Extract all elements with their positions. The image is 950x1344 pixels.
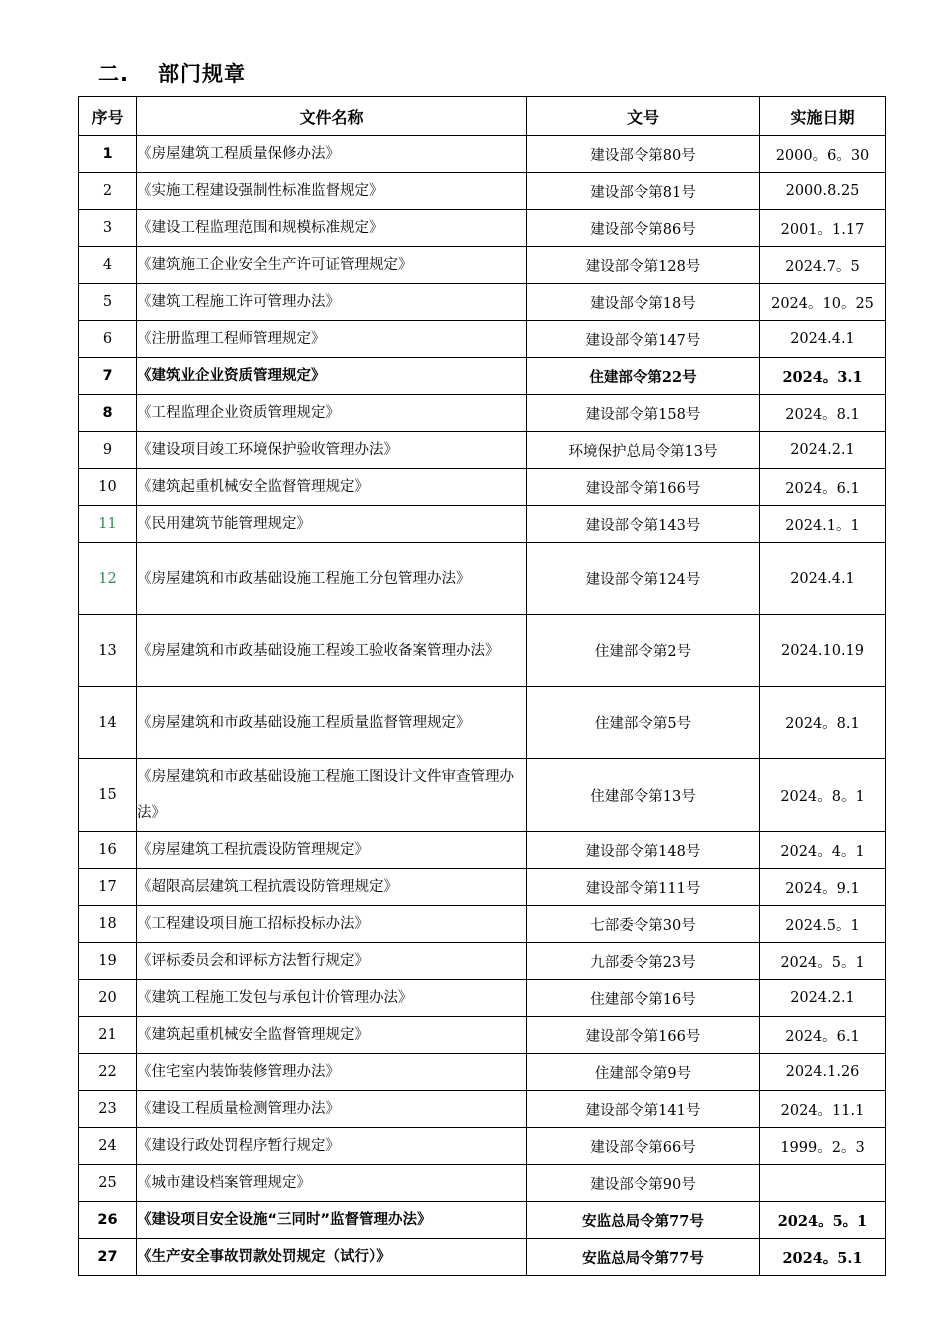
table-header-row	[79, 97, 886, 136]
row-index: 7	[79, 358, 137, 395]
row-index: 25	[79, 1165, 137, 1202]
row-file-name: 《注册监理工程师管理规定》	[137, 321, 527, 358]
row-file-name: 《建设工程监理范围和规模标准规定》	[137, 210, 527, 247]
row-index: 13	[79, 615, 137, 687]
table-row	[79, 1054, 886, 1091]
row-file-name: 《超限高层建筑工程抗震设防管理规定》	[137, 869, 527, 906]
row-effective-date: 2024。8。1	[760, 759, 886, 832]
table-row	[79, 1128, 886, 1165]
table-row	[79, 469, 886, 506]
row-file-name: 《工程建设项目施工招标投标办法》	[137, 906, 527, 943]
row-file-name: 《建设行政处罚程序暂行规定》	[137, 1128, 527, 1165]
row-effective-date: 2024.1。1	[760, 506, 886, 543]
row-document-number: 建设部令第111号	[527, 869, 760, 906]
row-index: 4	[79, 247, 137, 284]
row-effective-date: 2024。5。1	[760, 1202, 886, 1239]
regulations-table	[78, 96, 886, 1276]
row-file-name: 《民用建筑节能管理规定》	[137, 506, 527, 543]
table-row	[79, 395, 886, 432]
table-row	[79, 543, 886, 615]
row-document-number: 住建部令第13号	[527, 759, 760, 832]
row-index: 6	[79, 321, 137, 358]
row-effective-date: 2024。10。25	[760, 284, 886, 321]
row-index: 17	[79, 869, 137, 906]
row-effective-date: 2024.4.1	[760, 321, 886, 358]
row-file-name: 《评标委员会和评标方法暂行规定》	[137, 943, 527, 980]
row-effective-date	[760, 1165, 886, 1202]
header-file-name: 文件名称	[137, 97, 527, 136]
row-effective-date: 2024.1.26	[760, 1054, 886, 1091]
row-index: 20	[79, 980, 137, 1017]
row-effective-date: 2000.8.25	[760, 173, 886, 210]
row-file-name: 《建筑工程施工发包与承包计价管理办法》	[137, 980, 527, 1017]
table-row	[79, 284, 886, 321]
row-document-number: 安监总局令第77号	[527, 1202, 760, 1239]
row-file-name: 《建筑工程施工许可管理办法》	[137, 284, 527, 321]
row-document-number: 建设部令第81号	[527, 173, 760, 210]
row-effective-date: 2024。11.1	[760, 1091, 886, 1128]
row-document-number: 住建部令第22号	[527, 358, 760, 395]
table-row	[79, 943, 886, 980]
row-index: 10	[79, 469, 137, 506]
section-heading	[98, 58, 246, 88]
row-index: 9	[79, 432, 137, 469]
row-index: 19	[79, 943, 137, 980]
row-document-number: 建设部令第128号	[527, 247, 760, 284]
table-row	[79, 432, 886, 469]
row-index: 26	[79, 1202, 137, 1239]
row-effective-date: 2024。6.1	[760, 1017, 886, 1054]
section-title: 部门规章	[158, 62, 246, 86]
table-row	[79, 358, 886, 395]
row-index: 3	[79, 210, 137, 247]
table-row	[79, 1091, 886, 1128]
row-effective-date: 2024.4.1	[760, 543, 886, 615]
row-effective-date: 2024。9.1	[760, 869, 886, 906]
row-document-number: 住建部令第16号	[527, 980, 760, 1017]
table-row	[79, 980, 886, 1017]
row-file-name: 《建设项目竣工环境保护验收管理办法》	[137, 432, 527, 469]
row-index: 5	[79, 284, 137, 321]
row-effective-date: 1999。2。3	[760, 1128, 886, 1165]
table-row	[79, 173, 886, 210]
row-file-name: 《实施工程建设强制性标准监督规定》	[137, 173, 527, 210]
table-row	[79, 136, 886, 173]
row-index: 21	[79, 1017, 137, 1054]
row-file-name: 《建筑起重机械安全监督管理规定》	[137, 469, 527, 506]
row-index: 24	[79, 1128, 137, 1165]
row-index: 1	[79, 136, 137, 173]
row-effective-date: 2024。5。1	[760, 943, 886, 980]
row-document-number: 建设部令第166号	[527, 469, 760, 506]
row-effective-date: 2024。4。1	[760, 832, 886, 869]
row-index: 27	[79, 1239, 137, 1276]
row-file-name: 《建设项目安全设施“三同时”监督管理办法》	[137, 1202, 527, 1239]
row-file-name: 《房屋建筑工程抗震设防管理规定》	[137, 832, 527, 869]
table-row	[79, 832, 886, 869]
table-row	[79, 687, 886, 759]
row-file-name: 《城市建设档案管理规定》	[137, 1165, 527, 1202]
table-row	[79, 906, 886, 943]
row-document-number: 住建部令第9号	[527, 1054, 760, 1091]
row-effective-date: 2024。6.1	[760, 469, 886, 506]
row-file-name: 《建筑起重机械安全监督管理规定》	[137, 1017, 527, 1054]
row-document-number: 建设部令第86号	[527, 210, 760, 247]
row-effective-date: 2024.2.1	[760, 432, 886, 469]
row-effective-date: 2024。8.1	[760, 687, 886, 759]
row-file-name: 《房屋建筑和市政基础设施工程竣工验收备案管理办法》	[137, 615, 527, 687]
row-file-name: 《建筑业企业资质管理规定》	[137, 358, 527, 395]
row-index: 14	[79, 687, 137, 759]
row-index: 22	[79, 1054, 137, 1091]
row-document-number: 建设部令第66号	[527, 1128, 760, 1165]
row-document-number: 建设部令第141号	[527, 1091, 760, 1128]
table-row	[79, 210, 886, 247]
header-effective-date: 实施日期	[760, 97, 886, 136]
row-effective-date: 2000。6。30	[760, 136, 886, 173]
table-row	[79, 1017, 886, 1054]
row-document-number: 建设部令第143号	[527, 506, 760, 543]
row-effective-date: 2001。1.17	[760, 210, 886, 247]
row-index: 11	[79, 506, 137, 543]
row-effective-date: 2024.10.19	[760, 615, 886, 687]
table-row	[79, 1239, 886, 1276]
table-body	[79, 136, 886, 1276]
row-file-name: 《工程监理企业资质管理规定》	[137, 395, 527, 432]
row-document-number: 建设部令第147号	[527, 321, 760, 358]
row-index: 23	[79, 1091, 137, 1128]
row-effective-date: 2024.7。5	[760, 247, 886, 284]
row-file-name: 《建设工程质量检测管理办法》	[137, 1091, 527, 1128]
header-index: 序号	[79, 97, 137, 136]
row-document-number: 建设部令第166号	[527, 1017, 760, 1054]
row-effective-date: 2024。3.1	[760, 358, 886, 395]
row-file-name: 《生产安全事故罚款处罚规定（试行）》	[137, 1239, 527, 1276]
table-row	[79, 506, 886, 543]
row-effective-date: 2024。8.1	[760, 395, 886, 432]
row-document-number: 环境保护总局令第13号	[527, 432, 760, 469]
table-row	[79, 615, 886, 687]
row-document-number: 安监总局令第77号	[527, 1239, 760, 1276]
table-row	[79, 869, 886, 906]
row-document-number: 九部委令第23号	[527, 943, 760, 980]
row-index: 2	[79, 173, 137, 210]
row-file-name: 《建筑施工企业安全生产许可证管理规定》	[137, 247, 527, 284]
table-row	[79, 759, 886, 832]
section-number: 二.	[98, 62, 129, 86]
row-effective-date: 2024.2.1	[760, 980, 886, 1017]
row-index: 8	[79, 395, 137, 432]
row-document-number: 建设部令第158号	[527, 395, 760, 432]
row-document-number: 建设部令第18号	[527, 284, 760, 321]
row-document-number: 七部委令第30号	[527, 906, 760, 943]
table-row	[79, 1202, 886, 1239]
table-row	[79, 321, 886, 358]
row-file-name: 《房屋建筑和市政基础设施工程质量监督管理规定》	[137, 687, 527, 759]
header-document-number: 文号	[527, 97, 760, 136]
row-effective-date: 2024.5。1	[760, 906, 886, 943]
row-index: 16	[79, 832, 137, 869]
row-index: 18	[79, 906, 137, 943]
row-file-name: 《房屋建筑和市政基础设施工程施工图设计文件审查管理办法》	[137, 759, 527, 832]
row-document-number: 住建部令第5号	[527, 687, 760, 759]
row-document-number: 住建部令第2号	[527, 615, 760, 687]
row-document-number: 建设部令第148号	[527, 832, 760, 869]
row-file-name: 《房屋建筑和市政基础设施工程施工分包管理办法》	[137, 543, 527, 615]
table-row	[79, 1165, 886, 1202]
row-document-number: 建设部令第124号	[527, 543, 760, 615]
row-document-number: 建设部令第80号	[527, 136, 760, 173]
row-file-name: 《房屋建筑工程质量保修办法》	[137, 136, 527, 173]
row-document-number: 建设部令第90号	[527, 1165, 760, 1202]
row-file-name: 《住宅室内装饰装修管理办法》	[137, 1054, 527, 1091]
row-index: 15	[79, 759, 137, 832]
row-effective-date: 2024。5.1	[760, 1239, 886, 1276]
row-index: 12	[79, 543, 137, 615]
table-row	[79, 247, 886, 284]
